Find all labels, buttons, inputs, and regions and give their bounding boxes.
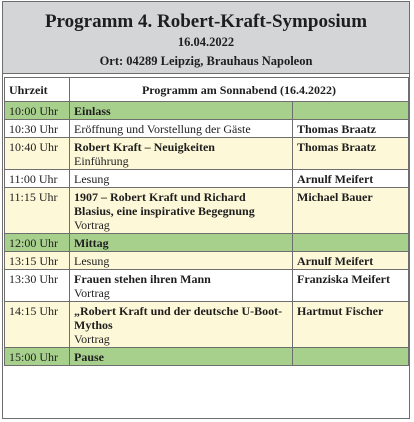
row-program xyxy=(70,102,293,120)
row-speaker: Thomas Braatz xyxy=(293,138,409,170)
row-program xyxy=(70,270,293,302)
row-program xyxy=(70,234,293,252)
program-title: „Robert Kraft und der deutsche U-Boot-Mythos xyxy=(74,304,283,332)
row-speaker: Thomas Braatz xyxy=(293,120,409,138)
table-row xyxy=(5,302,409,348)
table-row xyxy=(5,170,409,188)
row-speaker xyxy=(293,102,409,120)
row-program xyxy=(70,348,293,366)
table-row xyxy=(5,102,409,120)
table-row xyxy=(5,138,409,170)
row-program xyxy=(70,138,293,170)
row-time: 10:30 Uhr xyxy=(5,120,70,138)
row-speaker: Michael Bauer xyxy=(293,188,409,234)
event-location: Ort: 04289 Leipzig, Brauhaus Napoleon xyxy=(99,54,313,68)
row-speaker: Franziska Meifert xyxy=(293,270,409,302)
row-speaker xyxy=(293,348,409,366)
row-time: 10:40 Uhr xyxy=(5,138,70,170)
table-row xyxy=(5,252,409,270)
row-program xyxy=(70,302,293,348)
row-time: 10:00 Uhr xyxy=(5,102,70,120)
table-row xyxy=(5,348,409,366)
column-header-time: Uhrzeit xyxy=(5,78,70,102)
row-program xyxy=(70,252,293,270)
program-type: Vortrag xyxy=(74,286,110,300)
row-speaker: Hartmut Fischer xyxy=(293,302,409,348)
program-header xyxy=(3,2,409,74)
row-time: 13:30 Uhr xyxy=(5,270,70,302)
row-speaker: Arnulf Meifert xyxy=(293,170,409,188)
row-program xyxy=(70,188,293,234)
page-title: Programm 4. Robert-Kraft-Symposium xyxy=(44,11,368,32)
program-title: Frauen stehen ihren Mann xyxy=(74,272,211,286)
program-title: Mittag xyxy=(74,236,109,250)
row-speaker xyxy=(293,234,409,252)
row-time: 15:00 Uhr xyxy=(5,348,70,366)
program-title: Lesung xyxy=(74,254,110,268)
program-document xyxy=(2,1,410,419)
row-program xyxy=(70,170,293,188)
program-type: Vortrag xyxy=(74,218,110,232)
table-row xyxy=(5,234,409,252)
row-program xyxy=(70,120,293,138)
row-time: 11:00 Uhr xyxy=(5,170,70,188)
program-title: Lesung xyxy=(74,172,110,186)
program-type: Vortrag xyxy=(74,332,110,346)
column-header-program: Programm am Sonnabend (16.4.2022) xyxy=(70,78,409,102)
schedule-table xyxy=(4,77,409,366)
row-time: 12:00 Uhr xyxy=(5,234,70,252)
table-header-row xyxy=(5,78,409,102)
table-row xyxy=(5,270,409,302)
row-time: 13:15 Uhr xyxy=(5,252,70,270)
program-type: Einführung xyxy=(74,154,129,168)
event-date: 16.04.2022 xyxy=(177,35,235,49)
row-time: 11:15 Uhr xyxy=(5,188,70,234)
program-title: Einlass xyxy=(74,104,111,118)
program-title: Robert Kraft – Neuigkeiten xyxy=(74,140,215,154)
table-row xyxy=(5,120,409,138)
table-row xyxy=(5,188,409,234)
row-time: 14:15 Uhr xyxy=(5,302,70,348)
program-title: 1907 – Robert Kraft und Richard Blasius, eine inspirative Begegnung xyxy=(74,190,255,218)
program-title: Pause xyxy=(74,350,104,364)
row-speaker: Arnulf Meifert xyxy=(293,252,409,270)
program-title: Eröffnung und Vorstellung der Gäste xyxy=(74,122,251,136)
